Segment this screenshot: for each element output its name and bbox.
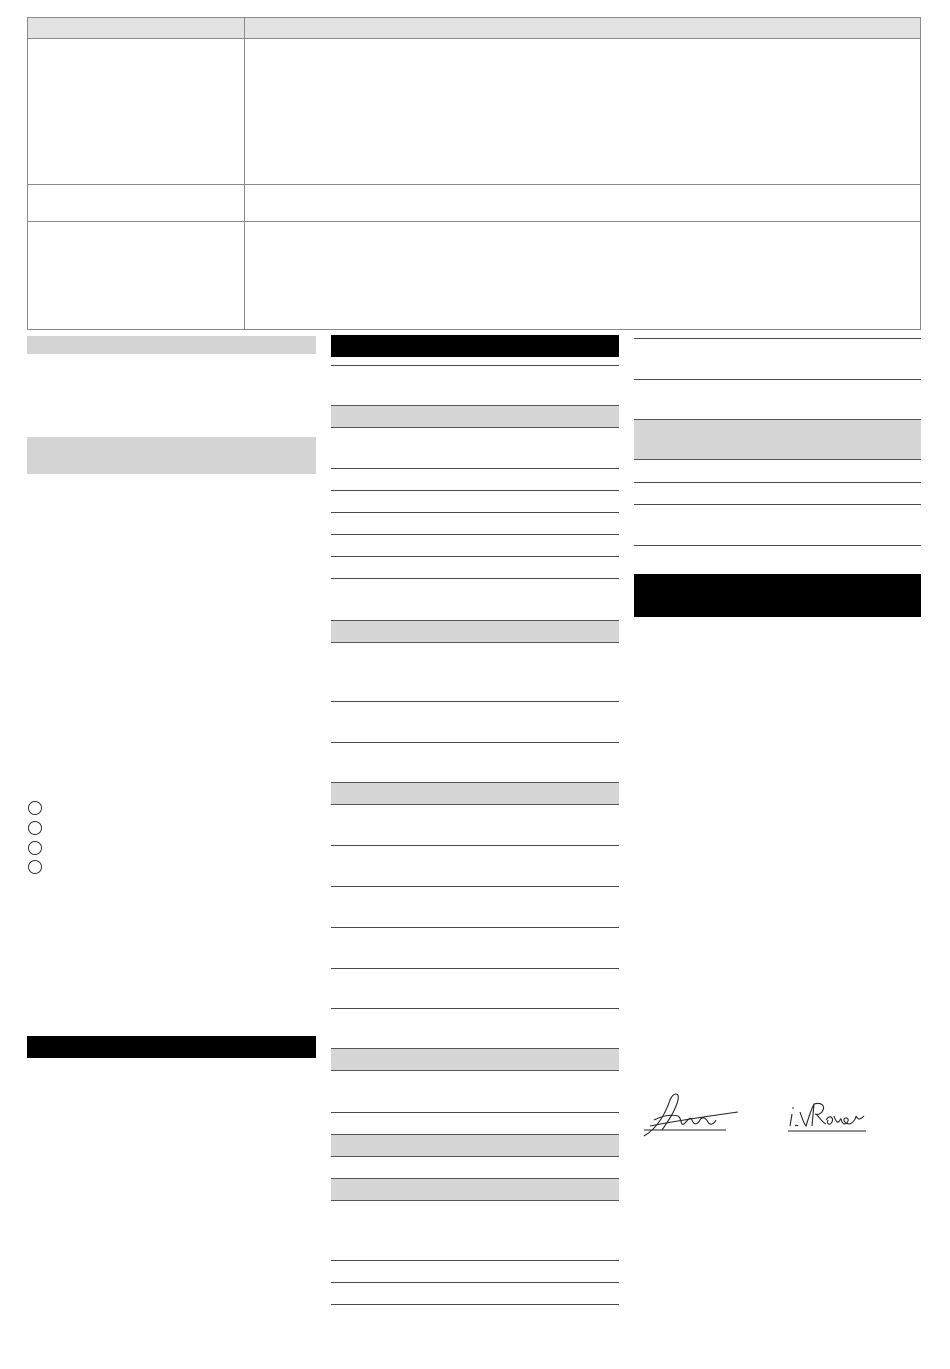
right-gray-band bbox=[634, 419, 921, 460]
left-section-header-2 bbox=[27, 437, 316, 474]
middle-rule bbox=[331, 512, 619, 513]
middle-gray-band-3 bbox=[331, 782, 619, 805]
middle-rule bbox=[331, 968, 619, 969]
left-black-header bbox=[27, 1036, 316, 1058]
middle-black-header bbox=[331, 335, 619, 357]
middle-rule bbox=[331, 534, 619, 535]
middle-gray-band-6 bbox=[331, 1178, 619, 1201]
signature-1 bbox=[640, 1090, 745, 1142]
middle-rule bbox=[331, 742, 619, 743]
right-rule bbox=[634, 379, 921, 380]
table-column-divider bbox=[244, 18, 245, 329]
circle-marker-1 bbox=[28, 801, 42, 815]
middle-gray-band-1 bbox=[331, 405, 619, 428]
middle-rule bbox=[331, 578, 619, 579]
circle-marker-2 bbox=[28, 821, 42, 835]
middle-rule bbox=[331, 365, 619, 366]
left-section-header-1 bbox=[27, 336, 316, 354]
middle-rule bbox=[331, 468, 619, 469]
right-rule bbox=[634, 482, 921, 483]
table-row-divider bbox=[28, 184, 920, 185]
middle-gray-band-4 bbox=[331, 1048, 619, 1071]
middle-rule bbox=[331, 490, 619, 491]
right-rule bbox=[634, 338, 921, 339]
middle-rule bbox=[331, 1304, 619, 1305]
middle-rule bbox=[331, 927, 619, 928]
middle-rule bbox=[331, 1008, 619, 1009]
circle-marker-4 bbox=[28, 860, 42, 874]
right-rule bbox=[634, 545, 921, 546]
middle-rule bbox=[331, 845, 619, 846]
middle-rule bbox=[331, 1112, 619, 1113]
table-header-row bbox=[28, 18, 920, 39]
middle-rule bbox=[331, 1260, 619, 1261]
circle-marker-3 bbox=[28, 841, 42, 855]
middle-gray-band-5 bbox=[331, 1134, 619, 1157]
middle-rule bbox=[331, 886, 619, 887]
right-rule bbox=[634, 504, 921, 505]
middle-gray-band-2 bbox=[331, 620, 619, 643]
right-black-header bbox=[634, 574, 921, 617]
top-table bbox=[27, 17, 921, 330]
middle-rule bbox=[331, 556, 619, 557]
table-row-divider bbox=[28, 221, 920, 222]
signature-2 bbox=[786, 1096, 868, 1136]
middle-rule bbox=[331, 1282, 619, 1283]
middle-rule bbox=[331, 701, 619, 702]
